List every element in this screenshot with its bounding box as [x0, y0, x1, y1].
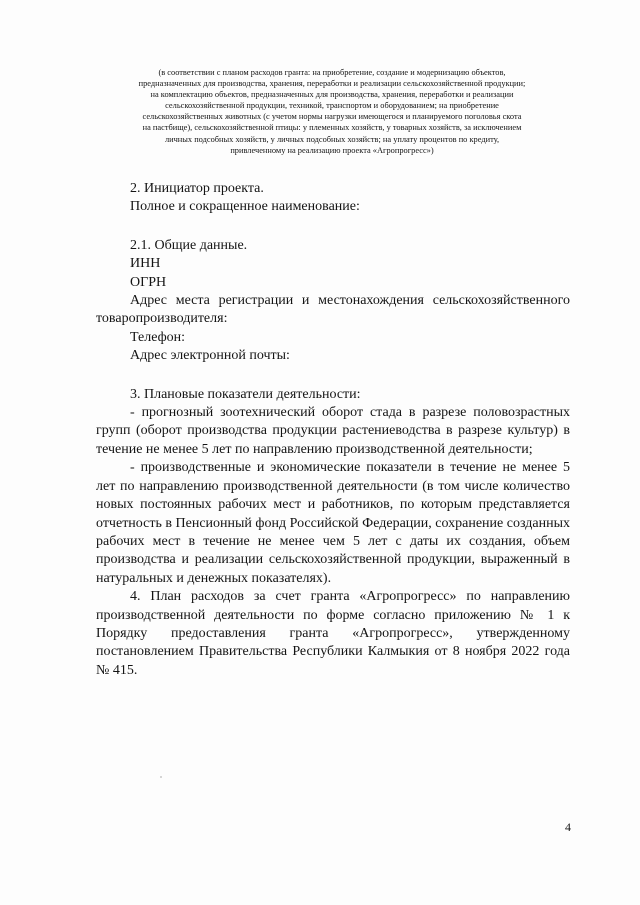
section-4-paragraph: 4. План расходов за счет гранта «Агропрогресс» по направлению производственной деятельности по форме согласно приложению № 1 к Порядку предоставления гранта «Агропрогресс», утвержденному постановлением Правительства Республики Калмыкия от 8 ноября 2022 года № 415.	[96, 589, 570, 678]
indicator-bullet-2: - производственные и экономические показатели в течение не менее 5 лет по направлению производственной деятельности (в том числе количество новых постоянных рабочих мест и работников, по которым представляется отчетность в Пенсионный фонд Российской Федерации, сохранение созданных рабочих мест в течение не менее чем 5 лет с даты их создания, объем производства и реализации сельскохозяйственной продукции, выраженный в натуральных и денежных показателях).	[96, 460, 570, 586]
caption-line: (в соответствии с планом расходов гранта: на приобретение, создание и модернизацию объектов,	[158, 68, 506, 77]
indicator-bullet-1: - прогнозный зоотехнический оборот стада в разрезе половозрастных групп (оборот производства продукции растениеводства в разрезе культур) в течение не менее 5 лет по направлению производственной деятельности;	[96, 405, 570, 457]
inn-label: ИНН	[130, 256, 161, 272]
caption-line: личных подсобных хозяйств, у личных подсобных хозяйств; на уплату процентов по кредиту,	[164, 134, 500, 144]
full-name-label: Полное и сокращенное наименование:	[130, 199, 360, 215]
caption-line: на комплектацию объектов, предназначенных для производства, хранения, переработки и реализации	[150, 90, 514, 100]
caption-line: на пастбище), сельскохозяйственной птицы: у племенных хозяйств, у товарных хозяйств, за исключением	[142, 123, 522, 133]
grant-expense-caption	[88, 67, 576, 156]
ogrn-label: ОГРН	[130, 274, 167, 290]
section-2-1-heading: 2.1. Общие данные.	[130, 237, 248, 253]
caption-line: сельскохозяйственной продукции, техникой, транспортом и оборудованием; на приобретение	[165, 101, 499, 111]
section-2-heading: 2. Инициатор проекта.	[130, 181, 264, 196]
section-3-heading: 3. Плановые показатели деятельности:	[130, 386, 361, 402]
caption-line: предназначенных для производства, хранения, переработки и реализации сельскохозяйственной продукции;	[138, 79, 526, 89]
email-label: Адрес электронной почты:	[130, 348, 290, 364]
spacer	[96, 217, 570, 237]
caption-line: сельскохозяйственных животных (с учетом нормы нагрузки имеющегося и планируемого поголовья скота	[142, 112, 522, 122]
page-number: 4	[565, 820, 571, 834]
phone-label: Телефон:	[130, 329, 186, 345]
address-label-line1: Адрес места регистрации и местонахождения сельскохозяйственного	[130, 293, 570, 309]
scan-speck	[160, 776, 162, 778]
caption-line: привлеченному на реализацию проекта «Агропрогресс»)	[230, 145, 434, 155]
document-body	[96, 180, 570, 680]
address-label-line2: товаропроизводителя:	[96, 311, 228, 327]
spacer	[96, 366, 570, 386]
